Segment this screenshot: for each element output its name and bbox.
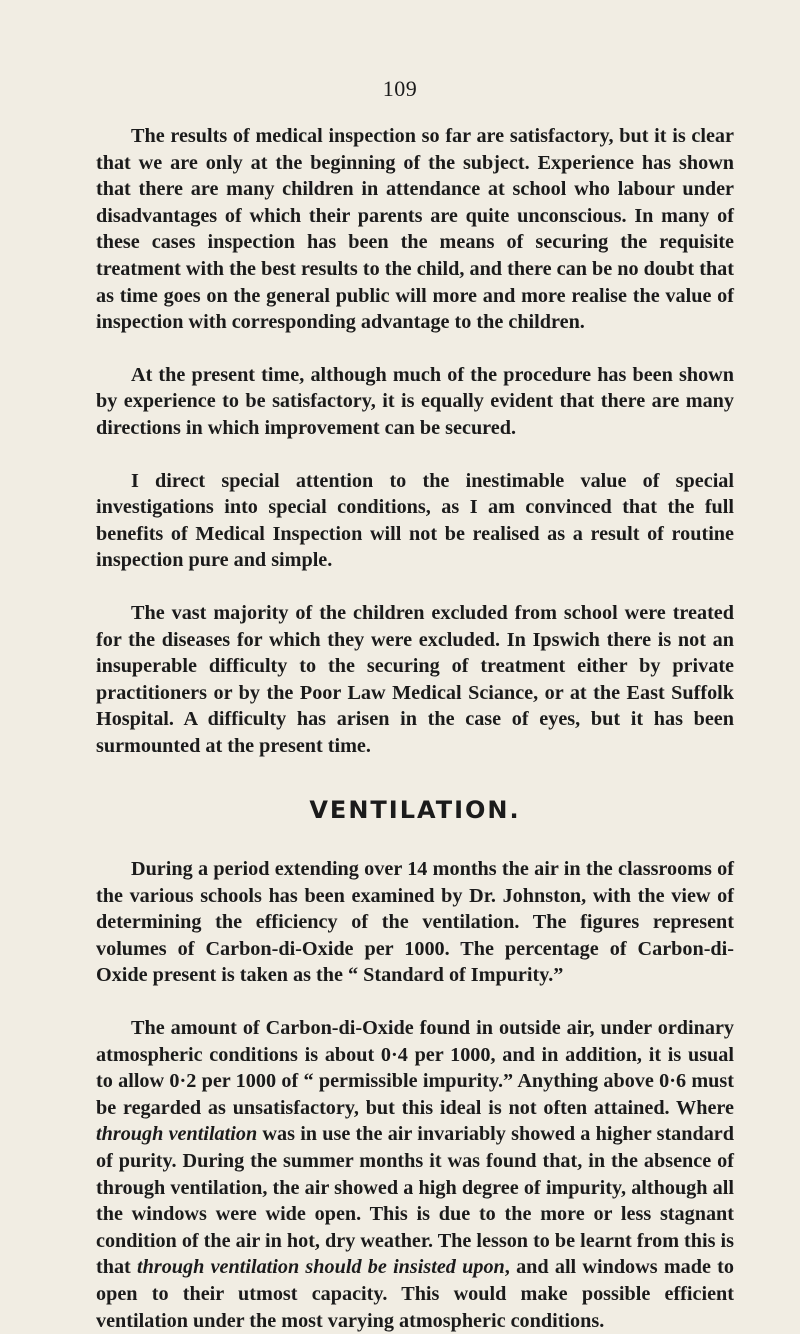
paragraph-present-procedure: At the present time, although much of the procedure has been shown by experience to be satisfactory, it is equally evident that there are many directions in which improvement can be secured.	[96, 363, 734, 439]
paragraph-special-investigations: I direct special attention to the inestimable value of special investigations into special conditions, as I am convinced that the full benefits of Medical Inspection will not be realised as a result of routine inspection pure and simple.	[96, 469, 734, 572]
italic-insisted-upon: through ventilation should be insisted upon	[137, 1256, 505, 1279]
paragraph-carbon-dioxide-levels	[96, 1015, 734, 1334]
page-number: 109	[382, 76, 418, 101]
text-run: , and all windows made to open to their utmost capacity. This would make possible efficient ventilation under the most varying atmospheric conditions.	[96, 1256, 734, 1332]
text-run: The amount of Carbon-di-Oxide found in outside air, under ordinary atmospheric conditions is about 0·4 per 1000, and in addition, it is usual to allow 0·2 per 1000 of “ permissible impurity.” Anything above 0·6 must be regarded as unsatisfactory, but this ideal is not often attained. Where	[96, 1017, 734, 1119]
text-run: was in use the air invariably showed a higher standard of purity. During the summer months it was found that, in the absence of through ventilation, the air showed a high degree of impurity, although all the windows were wide open. This is due to the more or less stagnant condition of the air in hot, dry weather. The lesson to be learnt from this is that	[96, 1123, 734, 1279]
paragraph-medical-inspection-results: The results of medical inspection so far are satisfactory, but it is clear that we are only at the beginning of the subject. Experience has shown that there are many children in attendance at school who labour under disadvantages of which their parents are quite unconscious. In many of these cases inspection has been the means of securing the requisite treatment with the best results to the child, and there can be no doubt that as time goes on the general public will more and more realise the value of inspection with corresponding advantage to the children.	[96, 125, 734, 334]
italic-through-ventilation: through ventilation	[96, 1123, 258, 1146]
paragraph-excluded-children: The vast majority of the children excluded from school were treated for the diseases for which they were excluded. In Ipswich there is not an insuperable difficulty to the securing of treatment either by private practitioners or by the Poor Law Medical Sciance, or at the East Suffolk Hospital. A difficulty has arisen in the case of eyes, but it has been surmounted at the present time.	[96, 601, 734, 757]
body-text	[96, 123, 734, 1334]
section-heading-ventilation: VENTILATION.	[309, 796, 521, 825]
paragraph-air-examination: During a period extending over 14 months the air in the classrooms of the various schools has been examined by Dr. Johnston, with the view of determining the efficiency of the ventilation. The figures represent volumes of Carbon-di-Oxide per 1000. The percentage of Carbon-di-Oxide present is taken as the “ Standard of Impurity.”	[96, 858, 734, 987]
